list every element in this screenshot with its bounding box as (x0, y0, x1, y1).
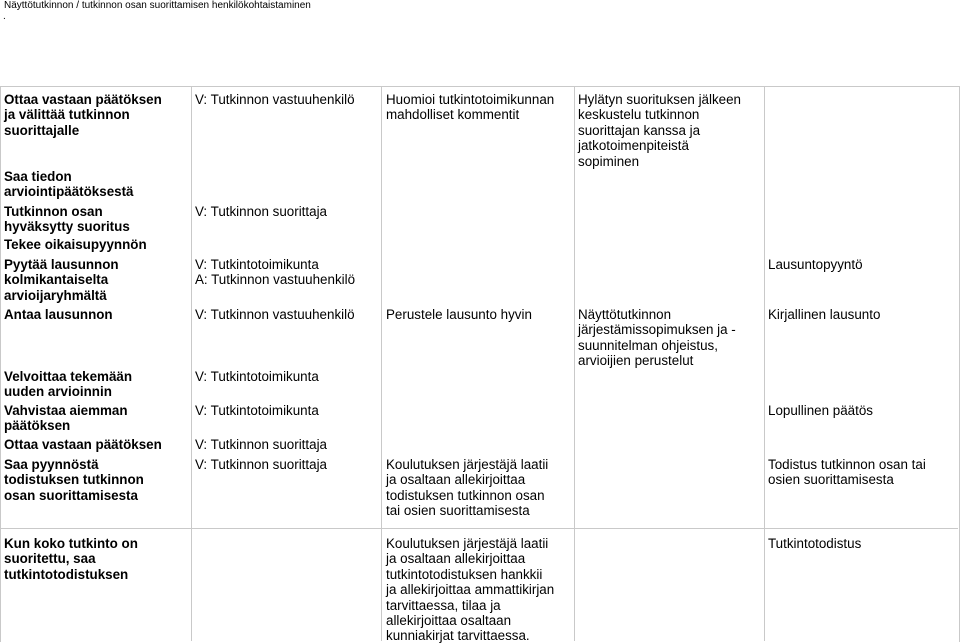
table-cell-document: Lausuntopyyntö (768, 257, 863, 272)
table-cell-role: V: Tutkinnon suorittaja (195, 437, 327, 452)
table-cell-step: Tutkinnon osan hyväksytty suoritus (4, 204, 130, 235)
column-divider (764, 86, 765, 641)
table-cell-document: Todistus tutkinnon osan tai osien suorittamisesta (768, 457, 926, 488)
table-cell-document: Kirjallinen lausunto (768, 307, 881, 322)
table-cell-guidance: Huomioi tutkintotoimikunnan mahdolliset kommentit (386, 92, 555, 123)
table-cell-document: Lopullinen päätös (768, 403, 873, 418)
table-cell-role: V: Tutkinnon vastuuhenkilö (195, 307, 355, 322)
table-cell-step: Tekee oikaisupyynnön (4, 237, 147, 252)
table-cell-guidance: Koulutuksen järjestäjä laatii ja osaltaan allekirjoittaa todistuksen tutkinnon osan tai osien suorittamisesta (386, 457, 549, 519)
table-cell-document: Tutkintotodistus (768, 536, 862, 551)
table-cell-step: Saa pyynnöstä todistuksen tutkinnon osan suorittamisesta (4, 457, 144, 503)
table-cell-step: Pyytää lausunnon kolmikantaiselta arvioijaryhmältä (4, 257, 119, 303)
table-cell-role: V: Tutkinnon vastuuhenkilö (195, 92, 355, 107)
table-cell-role: V: Tutkintotoimikunta (195, 403, 319, 418)
row-divider (0, 528, 958, 529)
table-cell-step: Ottaa vastaan päätöksen ja välittää tutkinnon suorittajalle (4, 92, 162, 138)
column-divider (191, 86, 192, 641)
table-cell-role: V: Tutkintotoimikunta (195, 369, 319, 384)
table-cell-material: Näyttötutkinnon järjestämissopimuksen ja - suunnitelman ohjeistus, arvioijien perustelut (578, 307, 736, 369)
header-dot: . (3, 11, 6, 22)
table-cell-step: Velvoittaa tekemään uuden arvioinnin (4, 369, 133, 400)
table-cell-role: V: Tutkinnon suorittaja (195, 457, 327, 472)
table-cell-role: V: Tutkinnon suorittaja (195, 204, 327, 219)
table-cell-material: Hylätyn suorituksen jälkeen keskustelu tutkinnon suorittajan kanssa ja jatkotoimenpiteistä sopiminen (578, 92, 742, 169)
table-cell-step: Ottaa vastaan päätöksen (4, 437, 162, 452)
table-cell-step: Saa tiedon arviointipäätöksestä (4, 169, 134, 200)
table-cell-guidance: Perustele lausunto hyvin (386, 307, 532, 322)
document-title: Näyttötutkinnon / tutkinnon osan suorittamisen henkilökohtaistaminen (4, 0, 311, 11)
table-cell-step: Antaa lausunnon (4, 307, 113, 322)
column-divider (381, 86, 382, 641)
table-cell-step: Kun koko tutkinto on suoritettu, saa tutkintotodistuksen (4, 536, 138, 582)
column-divider (574, 86, 575, 641)
table-cell-guidance: Koulutuksen järjestäjä laatii ja osaltaan allekirjoittaa tutkintotodistuksen hankkii ja allekirjoittaa ammattikirjan tarvittaessa, tilaa ja allekirjoittaa osaltaan kunniakirjat tarvittaessa. (386, 536, 555, 644)
table-cell-step: Vahvistaa aiemman päätöksen (4, 403, 128, 434)
table-cell-role: V: Tutkintotoimikunta A: Tutkinnon vastuuhenkilö (195, 257, 356, 288)
